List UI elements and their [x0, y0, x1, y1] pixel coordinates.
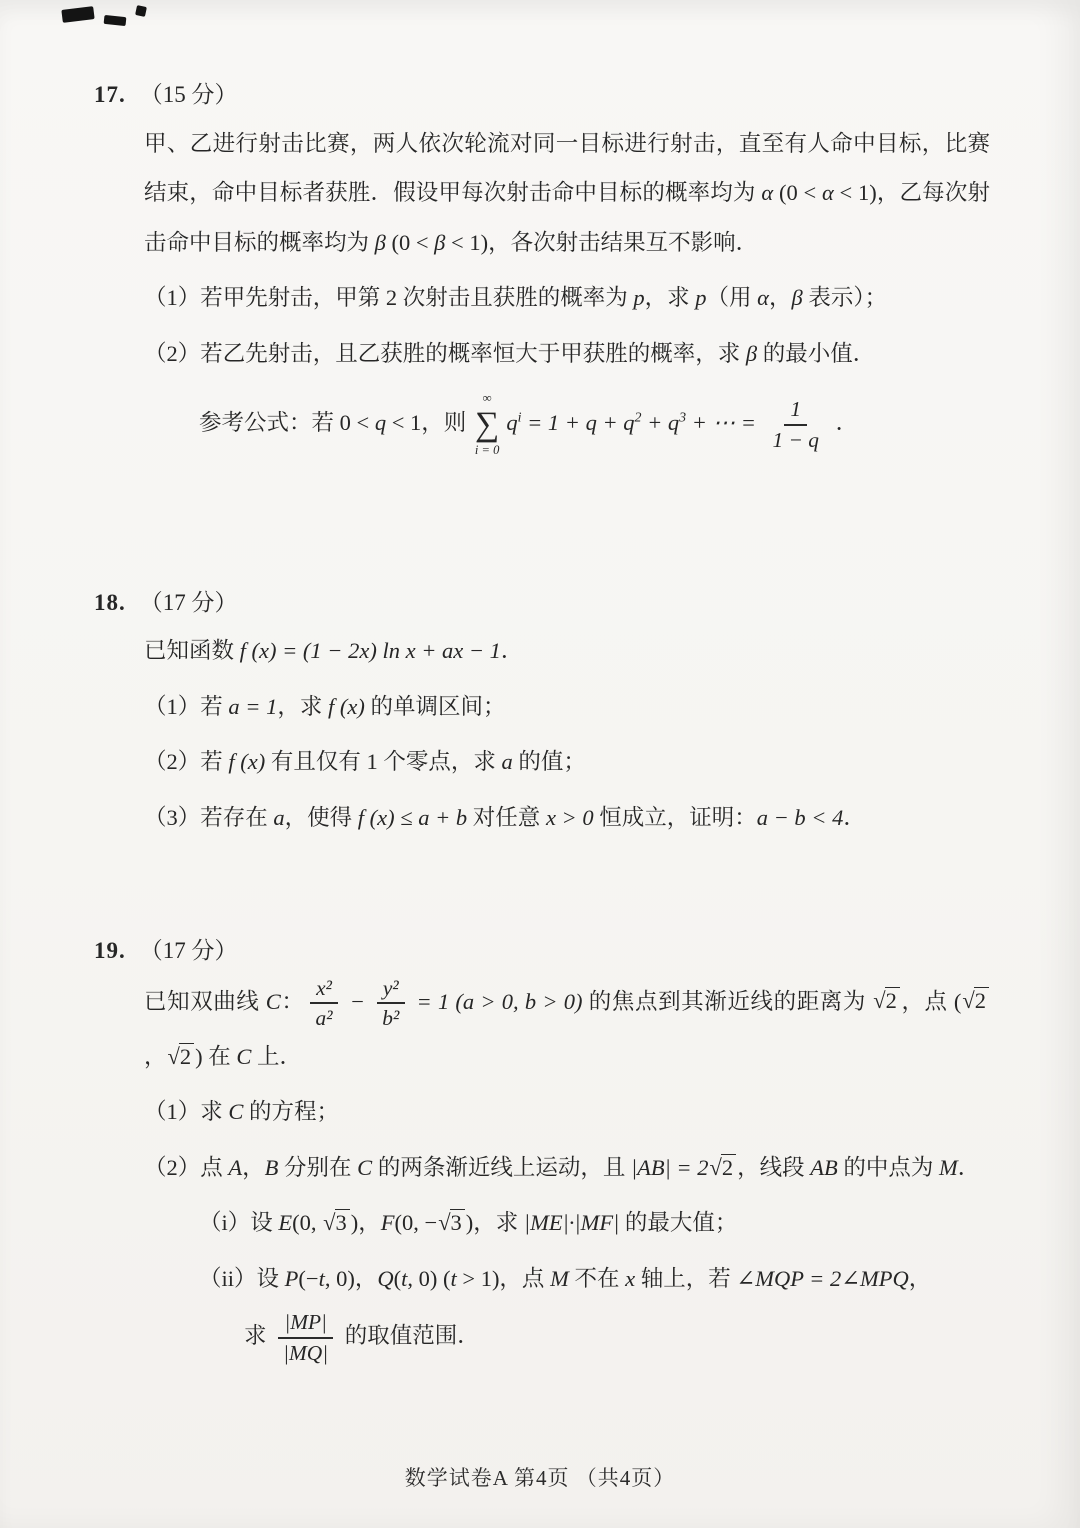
problem-19 [94, 934, 990, 1367]
sigma-symbol: ∑ [474, 405, 500, 443]
math-run: AB [810, 1154, 838, 1180]
text-run: ： [280, 988, 305, 1014]
radical-sign: √ [873, 988, 886, 1014]
problem-19-heading [94, 934, 990, 969]
math-superscript: $q^i$ [506, 409, 522, 435]
problem-17-reference-formula [199, 392, 990, 458]
text-run: ，使得 [284, 804, 358, 830]
math-run: a [273, 804, 285, 830]
text-run: ． [957, 1154, 981, 1180]
text-run: ( [393, 1265, 402, 1291]
math-run: a − b < 4 [756, 804, 844, 830]
math-run: P [284, 1265, 299, 1291]
text-run: 已知双曲线 [144, 988, 266, 1014]
problem-19-subitem-ii [199, 1254, 990, 1304]
math-run: = 1 (a > 0, b > 0) [410, 988, 583, 1014]
text-run: )， [350, 1210, 381, 1236]
text-run: 参考公式：若 0 < [199, 409, 375, 435]
text-run: （i）设 [199, 1210, 279, 1236]
text-run: 已知函数 [144, 638, 240, 663]
math-run: M [550, 1265, 569, 1291]
problem-number: 17. [94, 82, 126, 107]
text-run: , 0)， [324, 1265, 378, 1291]
summation-upper-limit: ∞ [482, 391, 492, 405]
math-run: β [791, 285, 803, 310]
math-run: x [625, 1265, 636, 1291]
text-run: 求 [244, 1323, 273, 1349]
problem-18-item-1 [144, 682, 990, 732]
math-run: + ⋯ = [686, 409, 762, 435]
text-run: ， [768, 285, 792, 310]
math-run: F [380, 1210, 395, 1236]
fraction-numerator: 1 [784, 396, 807, 426]
math-run: α [757, 285, 769, 310]
math-run: t [401, 1265, 408, 1291]
math-run: A [228, 1154, 243, 1180]
math-run: f (x) [228, 749, 266, 774]
problem-points: （15 分） [139, 82, 238, 107]
problem-18-item-2 [144, 737, 990, 787]
math-run: β [374, 229, 386, 255]
fraction-denominator: |MQ| [283, 1341, 329, 1366]
fraction [767, 396, 825, 453]
radical-sign: √ [323, 1210, 336, 1236]
math-run: a [501, 749, 513, 774]
text-run: ，求 [644, 285, 696, 310]
text-run: , 0) ( [407, 1265, 451, 1291]
text-run: ) 在 [195, 1043, 237, 1069]
text-run: (0 < [773, 180, 822, 205]
math-run: E [278, 1210, 293, 1236]
problem-17 [94, 78, 990, 458]
text-run: 有且仅有 1 个零点，求 [265, 749, 502, 774]
problem-18-item-3 [144, 793, 990, 843]
math-run: α [821, 180, 834, 205]
text-run: 的焦点到其渐近线的距离为 [582, 988, 873, 1014]
math-run: ∠MQP = 2∠MPQ [736, 1265, 909, 1291]
text-run: 恒成立，证明： [593, 804, 757, 830]
problem-17-intro [144, 119, 990, 268]
math-run: C [265, 988, 281, 1014]
radicand: 3 [450, 1209, 465, 1235]
fraction-numerator: y² [377, 975, 405, 1005]
problem-19-subitem-i [199, 1198, 990, 1248]
problem-18-body [144, 626, 990, 842]
math-run: C [228, 1099, 244, 1125]
text-run: 的最大值； [619, 1210, 738, 1236]
math-run: f (x) ≤ a + b [357, 804, 468, 830]
math-run: |AB| = 2 [630, 1154, 709, 1180]
text-run: ，点 ( [900, 988, 962, 1014]
text-run: 甲、乙进行射击比赛，两人依次轮流对同一目标进行射击，直至有人命中目标，比赛结束，命中目标者获胜．假设甲每次射击命中目标的概率均为 [144, 130, 990, 205]
text-run: 的最小值． [757, 340, 876, 366]
problem-points: （17 分） [139, 938, 238, 963]
text-run: 的方程； [243, 1099, 340, 1125]
math-run: f (x) = (1 − 2x) ln x + ax − 1 [239, 638, 501, 663]
math-run: p [633, 285, 645, 310]
text-run: ． [829, 409, 859, 435]
text-run: 上． [251, 1043, 303, 1069]
square-root [323, 1198, 350, 1248]
text-run: ，求 [277, 693, 328, 719]
text-run: （1）求 [144, 1099, 229, 1125]
problem-19-item-1 [144, 1087, 990, 1137]
problem-19-item-2 [144, 1143, 990, 1193]
square-root [438, 1198, 465, 1248]
square-root [168, 1032, 195, 1082]
math-run: Q [377, 1265, 394, 1291]
problem-17-heading [94, 78, 990, 113]
text-run: 轴上，若 [635, 1265, 737, 1291]
text-run: （用 [706, 285, 758, 310]
radical-sign: √ [438, 1210, 451, 1236]
problem-number: 18. [94, 589, 126, 615]
text-run: (− [298, 1265, 319, 1291]
square-root [710, 1143, 737, 1193]
radicand: 3 [335, 1209, 350, 1235]
math-run: C [357, 1154, 373, 1180]
math-run: x > 0 [545, 804, 594, 830]
text-run: 不在 [568, 1265, 626, 1291]
radicand: 2 [179, 1043, 194, 1069]
math-run: q [374, 409, 387, 435]
text-run: ， [144, 1043, 167, 1069]
text-run: (0, − [394, 1210, 438, 1236]
math-run: t [450, 1265, 457, 1291]
text-run: )，求 [465, 1210, 524, 1236]
text-run: ． [843, 804, 866, 830]
problem-18-heading [94, 586, 990, 621]
text-run: 的值； [512, 749, 586, 774]
text-run: （2）若乙先射击，且乙获胜的概率恒大于甲获胜的概率，求 [144, 340, 746, 366]
problem-18 [94, 586, 990, 843]
text-run: < 1，则 [386, 409, 472, 435]
math-run: α [761, 180, 774, 205]
radicand: 2 [974, 987, 989, 1013]
text-run: 对任意 [467, 804, 546, 830]
fraction-denominator: b² [382, 1006, 400, 1031]
math-run: β [745, 340, 758, 366]
page-footer: 数学试卷A 第4页 （共4页） [404, 1466, 676, 1490]
fraction-denominator: 1 − q [772, 427, 819, 452]
math-run: = 1 + q + [521, 409, 624, 435]
radicand: 2 [885, 987, 900, 1013]
text-run: < 1)，各次射击结果互不影响． [445, 229, 759, 255]
text-run: 的两条渐近线上运动，且 [372, 1154, 631, 1180]
fraction [376, 975, 405, 1032]
math-superscript: $q^3$ [667, 409, 687, 435]
fraction-numerator: |MP| [278, 1309, 333, 1339]
problem-number: 19. [94, 938, 126, 963]
text-run: （2）若 [144, 749, 229, 774]
math-run: M [939, 1154, 958, 1180]
text-run: ． [500, 638, 524, 663]
problem-19-subitem-ii-continued [244, 1309, 990, 1366]
text-run: 的单调区间； [364, 693, 506, 719]
math-run: B [264, 1154, 279, 1180]
text-run: 的取值范围． [339, 1323, 480, 1349]
text-run: ， [242, 1154, 265, 1180]
radical-sign: √ [709, 1154, 722, 1180]
radical-sign: √ [962, 988, 975, 1014]
square-root [873, 976, 900, 1026]
fraction-denominator: a² [315, 1006, 333, 1031]
fraction-numerator: x² [310, 975, 338, 1005]
math-run: f (x) [327, 693, 365, 719]
fraction [277, 1309, 334, 1366]
problem-17-body [144, 119, 990, 458]
text-run: ， [908, 1265, 932, 1291]
fraction [309, 975, 338, 1032]
math-run: p [695, 285, 707, 310]
problem-19-intro [144, 975, 990, 1082]
text-run: ，线段 [737, 1154, 811, 1180]
math-run: + [641, 409, 668, 435]
summation [475, 392, 499, 458]
text-run: （3）若存在 [144, 804, 274, 830]
problem-17-item-1 [144, 273, 990, 323]
math-run: − [343, 988, 372, 1014]
text-run: 的中点为 [837, 1154, 940, 1180]
text-run: 分别在 [278, 1154, 358, 1180]
math-superscript: $q^2$ [623, 409, 642, 435]
math-run: t [318, 1265, 325, 1291]
radicand: 2 [721, 1154, 736, 1180]
text-run: (0, [292, 1210, 323, 1236]
text-run: （1）若 [144, 693, 229, 719]
text-run: （1）若甲先射击，甲第 2 次射击且获胜的概率为 [144, 285, 634, 310]
text-run: (0 < [385, 229, 435, 255]
math-run: a = 1 [228, 693, 278, 719]
scan-artifact [135, 5, 147, 17]
problem-18-intro [144, 626, 990, 676]
problem-17-item-2 [144, 329, 990, 379]
math-run: C [236, 1043, 252, 1069]
problem-points: （17 分） [139, 589, 238, 615]
math-run: β [434, 229, 446, 255]
summation-lower-limit: i = 0 [474, 442, 500, 457]
text-run: （ii）设 [199, 1265, 285, 1291]
problem-19-body [144, 975, 990, 1367]
radical-sign: √ [167, 1043, 180, 1069]
text-run: （2）点 [144, 1154, 229, 1180]
square-root [962, 976, 989, 1026]
text-run: < 1)，乙每次射击命中目标的概率均为 [144, 180, 990, 255]
text-run: > 1)，点 [456, 1265, 551, 1291]
text-run: 表示）； [802, 285, 888, 310]
math-run: |ME|·|MF| [523, 1210, 620, 1236]
